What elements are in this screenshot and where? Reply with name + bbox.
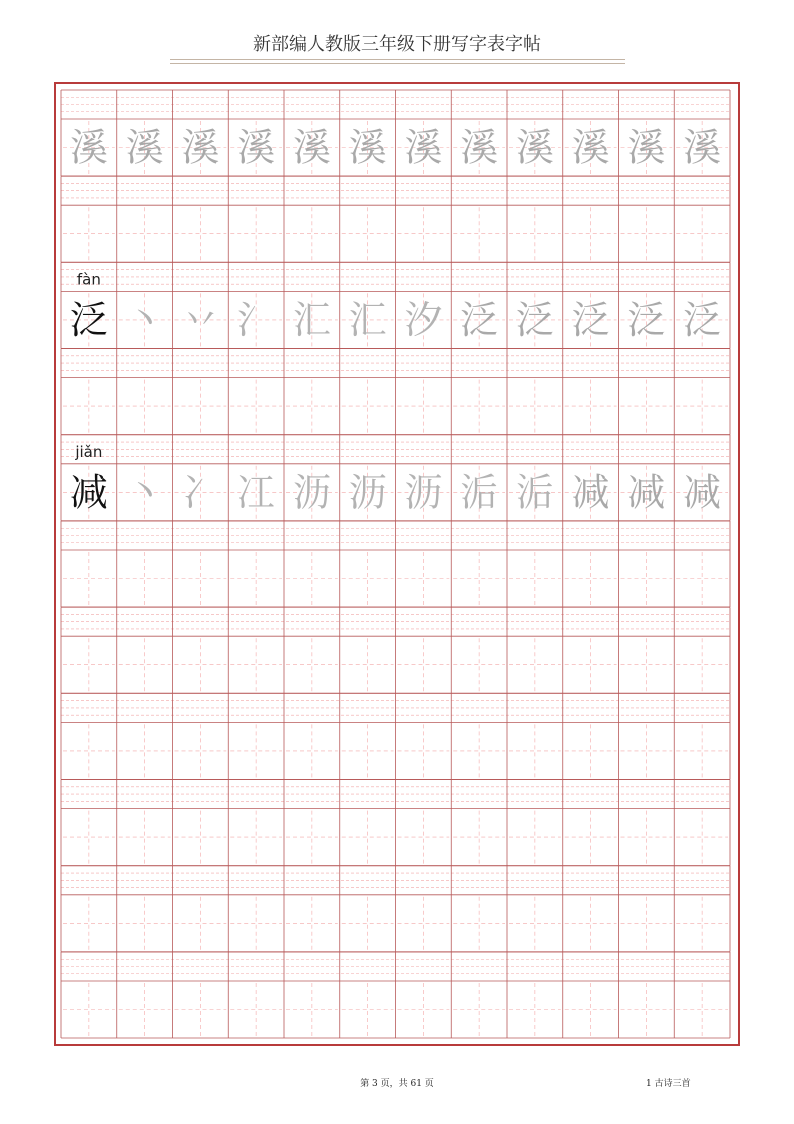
trace-character: 溪: [571, 125, 610, 170]
trace-character: 溪: [237, 125, 276, 170]
trace-character: 减: [571, 470, 610, 515]
trace-character: 减: [683, 470, 722, 515]
lesson-label: 1 古诗三首: [646, 1079, 691, 1089]
trace-character: 溪: [515, 125, 554, 170]
trace-character: 溪: [460, 125, 499, 170]
stroke-step-character: 氵: [237, 297, 276, 342]
stroke-step-character: 冮: [237, 470, 276, 515]
trace-character: 溪: [348, 125, 387, 170]
pinyin-label: fàn: [76, 270, 101, 289]
trace-character: 泛: [460, 297, 499, 342]
stroke-step-character: 沥: [292, 470, 331, 515]
stroke-step-character: 汐: [404, 297, 443, 342]
trace-character: 溪: [627, 125, 666, 170]
stroke-step-character: 沥: [348, 470, 387, 515]
page-title: 新部编人教版三年级下册写字表字帖: [253, 34, 541, 55]
stroke-step-character: 洉: [515, 470, 554, 515]
trace-character: 溪: [683, 125, 722, 170]
trace-character: 溪: [292, 125, 331, 170]
model-character: 泛: [69, 297, 108, 342]
trace-character: 溪: [69, 125, 108, 170]
pinyin-label: jiǎn: [75, 442, 103, 461]
trace-character: 溪: [125, 125, 164, 170]
stroke-step-character: 冫: [181, 470, 220, 515]
trace-character: 泛: [683, 297, 722, 342]
trace-character: 泛: [571, 297, 610, 342]
stroke-step-character: 丶: [125, 297, 164, 342]
trace-character: 溪: [181, 125, 220, 170]
page-number: 第 3 页，共 61 页: [360, 1079, 434, 1089]
trace-character: 泛: [515, 297, 554, 342]
stroke-step-character: 汇: [348, 297, 387, 342]
model-character: 减: [69, 470, 108, 515]
stroke-step-character: 沥: [404, 470, 443, 515]
stroke-step-character: 丶: [125, 470, 164, 515]
stroke-step-character: 汇: [292, 297, 331, 342]
trace-character: 减: [627, 470, 666, 515]
trace-character: 泛: [627, 297, 666, 342]
trace-character: 溪: [404, 125, 443, 170]
stroke-step-character: 洉: [460, 470, 499, 515]
stroke-step-character: 丷: [181, 297, 220, 342]
